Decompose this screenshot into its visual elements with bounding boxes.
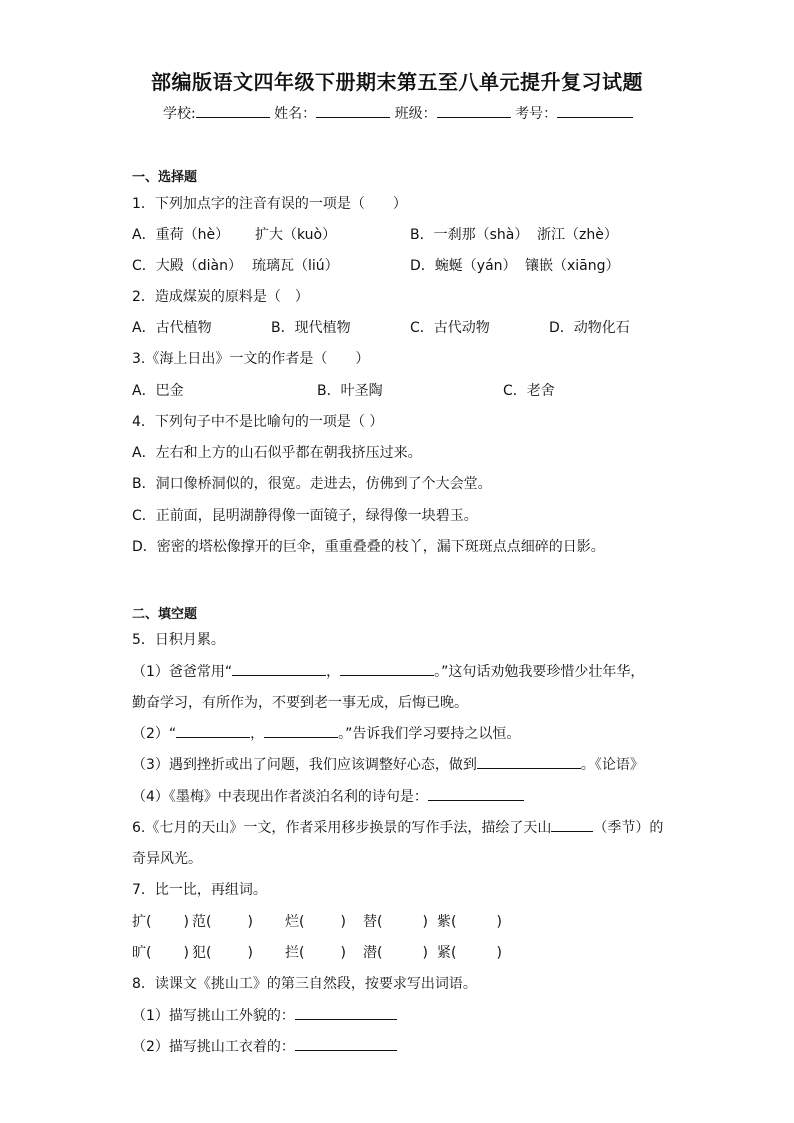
q7-row-1-item-3[interactable]: 烂( ) <box>285 914 346 930</box>
q1-option-d-1[interactable]: D．蜿蜒（yán） <box>410 258 517 274</box>
q5-p1-text-b: ， <box>326 664 341 680</box>
q5-p1-blank-1[interactable] <box>232 661 326 676</box>
q5-p2-text-a: （2）“ <box>132 726 177 742</box>
q6-blank[interactable] <box>551 817 593 832</box>
q8-part-2 <box>132 1036 397 1056</box>
q5-p1-blank-2[interactable] <box>340 661 434 676</box>
q1-option-c-2: 琉璃瓦（liú） <box>252 258 339 274</box>
q8-p2-text: （2）描写挑山工衣着的： <box>132 1039 295 1055</box>
name-label: 姓名： <box>274 106 317 122</box>
question-8-stem: 8．读课文《挑山工》的第三自然段，按要求写出词语。 <box>132 976 477 992</box>
q3-option-b[interactable]: B．叶圣陶 <box>317 383 383 399</box>
q7-row-2-item-1[interactable]: 旷( ) <box>132 945 189 961</box>
q8-p1-text: （1）描写挑山工外貌的： <box>132 1008 295 1024</box>
q6-text-b: （季节）的 <box>593 820 664 836</box>
q5-p2-text-c: 。”告诉我们学习要持之以恒。 <box>338 726 521 742</box>
q7-row-1-item-1[interactable]: 扩( ) <box>132 914 189 930</box>
q5-p1-text-a: （1）爸爸常用“ <box>132 664 233 680</box>
q3-option-c[interactable]: C．老舍 <box>503 383 555 399</box>
q5-p4-blank[interactable] <box>428 786 524 801</box>
question-2-stem: 2．造成煤炭的原料是（ ） <box>132 289 309 305</box>
exam-number-label: 考号： <box>515 106 558 122</box>
q5-p3-blank[interactable] <box>477 754 581 769</box>
question-3-stem: 3.《海上日出》一文的作者是（ ） <box>132 351 370 367</box>
name-blank[interactable] <box>316 103 390 118</box>
q1-option-d-2: 镶嵌（xiāng） <box>525 258 620 274</box>
q5-p2-blank-1[interactable] <box>176 723 250 738</box>
q1-option-b-2: 浙江（zhè） <box>537 227 618 243</box>
student-info-line <box>163 103 633 123</box>
q2-option-c[interactable]: C．古代动物 <box>410 320 490 336</box>
q5-p4-text: （4）《墨梅》中表现出作者淡泊名利的诗句是： <box>132 789 428 805</box>
q7-row-1-item-2[interactable]: 范( ) <box>192 914 253 930</box>
q2-option-a[interactable]: A．古代植物 <box>132 320 212 336</box>
q7-row-2-item-5[interactable]: 紧( ) <box>437 945 502 961</box>
q5-part-3 <box>132 754 644 774</box>
q1-option-b-1[interactable]: B．一刹那（shà） <box>410 227 529 243</box>
q5-p1-text-c: 。”这句话劝勉我要珍惜少壮年华， <box>434 664 645 680</box>
q5-p2-text-b: ， <box>250 726 265 742</box>
q5-part-1 <box>132 661 644 681</box>
q4-option-d[interactable]: D．密密的塔松像撑开的巨伞，重重叠叠的枝丫，漏下斑斑点点细碎的日影。 <box>132 539 605 555</box>
q5-part-2 <box>132 723 520 743</box>
question-6-line-1 <box>132 817 663 837</box>
school-label: 学校: <box>163 106 196 122</box>
page-title: 部编版语文四年级下册期末第五至八单元提升复习试题 <box>151 70 643 94</box>
q1-option-a-1[interactable]: A．重荷（hè） <box>132 227 230 243</box>
q7-row-1-item-5[interactable]: 紫( ) <box>437 914 502 930</box>
q8-part-1 <box>132 1005 397 1025</box>
q5-part-4 <box>132 786 524 806</box>
q1-option-a-2: 扩大（kuò） <box>255 227 337 243</box>
q7-row-2-item-4[interactable]: 潜( ) <box>363 945 428 961</box>
q5-p3-text-a: （3）遇到挫折或出了问题，我们应该调整好心态，做到 <box>132 757 477 773</box>
q5-p2-blank-2[interactable] <box>264 723 338 738</box>
q2-option-d[interactable]: D．动物化石 <box>549 320 630 336</box>
q2-option-b[interactable]: B．现代植物 <box>271 320 351 336</box>
exam-number-blank[interactable] <box>557 103 633 118</box>
question-1-stem: 1．下列加点字的注音有误的一项是（ ） <box>132 196 407 212</box>
question-6-line-2: 奇异风光。 <box>132 851 202 867</box>
q7-row-2-item-3[interactable]: 拦( ) <box>285 945 346 961</box>
q3-option-a[interactable]: A．巴金 <box>132 383 184 399</box>
q4-option-b[interactable]: B．洞口像桥洞似的，很宽。走进去，仿佛到了个大会堂。 <box>132 476 492 492</box>
question-5-stem: 5．日积月累。 <box>132 632 225 648</box>
section-fill-heading: 二、填空题 <box>132 607 198 622</box>
q8-p1-blank[interactable] <box>295 1005 397 1020</box>
q5-p3-text-b: 。《论语》 <box>580 757 644 773</box>
q4-option-c[interactable]: C．正前面，昆明湖静得像一面镜子，绿得像一块碧玉。 <box>132 508 478 524</box>
q7-row-1-item-4[interactable]: 替( ) <box>363 914 428 930</box>
question-4-stem: 4．下列句子中不是比喻句的一项是（ ） <box>132 414 384 430</box>
class-label: 班级： <box>394 106 437 122</box>
section-choice-heading: 一、选择题 <box>132 170 198 185</box>
q4-option-a[interactable]: A．左右和上方的山石似乎都在朝我挤压过来。 <box>132 445 422 461</box>
q7-row-2-item-2[interactable]: 犯( ) <box>192 945 253 961</box>
q5-part-1-continued: 勤奋学习，有所作为，不要到老一事无成，后悔已晚。 <box>132 695 468 711</box>
school-blank[interactable] <box>196 103 270 118</box>
q6-text-a: 6.《七月的天山》一文，作者采用移步换景的写作手法，描绘了天山 <box>132 820 552 836</box>
class-blank[interactable] <box>437 103 511 118</box>
q1-option-c-1[interactable]: C．大殿（diàn） <box>132 258 243 274</box>
question-7-stem: 7．比一比，再组词。 <box>132 882 267 898</box>
q8-p2-blank[interactable] <box>295 1036 397 1051</box>
